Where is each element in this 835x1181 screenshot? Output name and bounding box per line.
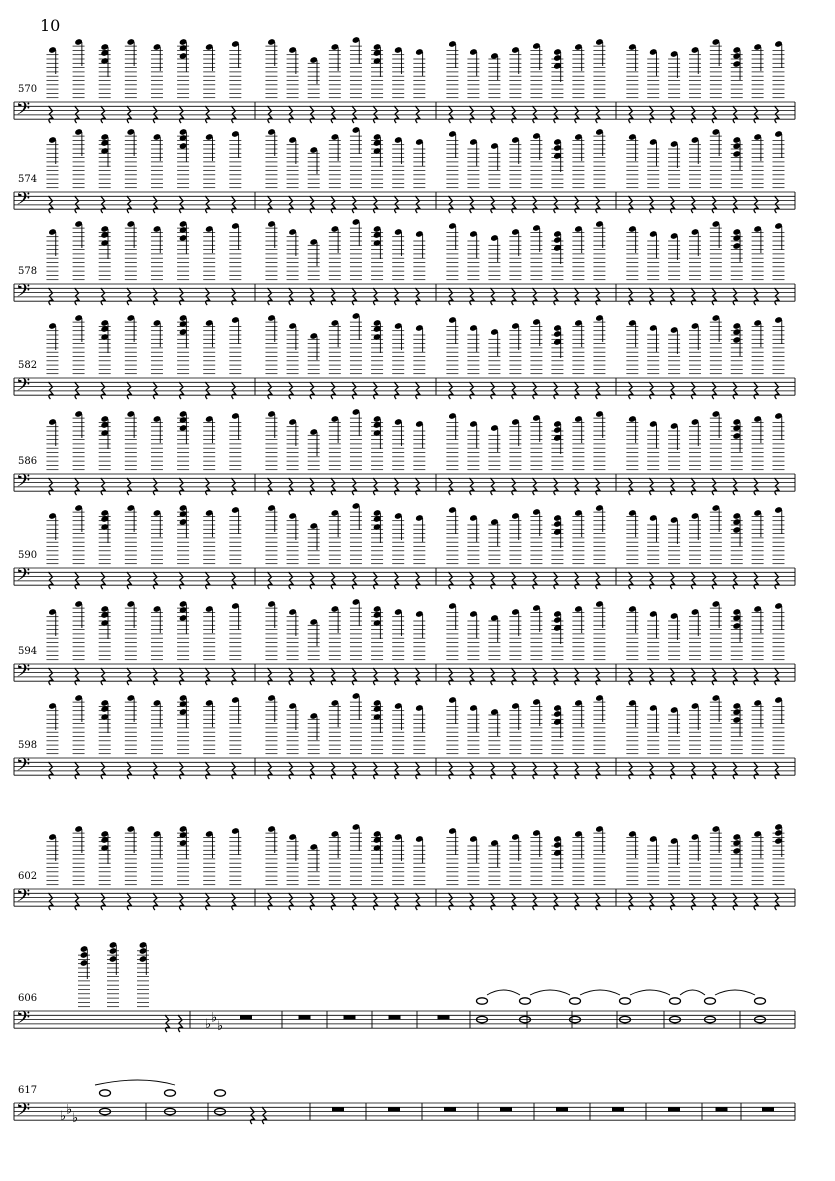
measure-rest xyxy=(716,1107,728,1111)
staff-system xyxy=(14,502,795,590)
page-number: 10 xyxy=(40,16,61,35)
whole-note xyxy=(705,998,716,1004)
flat-sign: ♭ xyxy=(205,1016,212,1032)
bass-clef: 𝄢 xyxy=(16,886,31,912)
whole-note xyxy=(477,998,488,1004)
measure-number: 570 xyxy=(18,84,38,95)
staff-system xyxy=(14,598,795,686)
measure-number: 586 xyxy=(18,456,38,467)
whole-note xyxy=(670,998,681,1004)
whole-note xyxy=(100,1090,111,1096)
measure-number: 602 xyxy=(18,871,38,882)
measure-rest xyxy=(332,1107,344,1111)
tie xyxy=(580,990,620,995)
staff-system xyxy=(14,823,795,911)
measure-rest xyxy=(344,1015,356,1019)
staff-system xyxy=(14,218,795,306)
measure-rest xyxy=(388,1107,400,1111)
tie xyxy=(487,990,520,995)
whole-note xyxy=(620,998,631,1004)
bass-clef: 𝄢 xyxy=(16,1100,31,1126)
measure-number: 590 xyxy=(18,550,38,561)
tie xyxy=(715,990,755,995)
measure-number: 594 xyxy=(18,646,38,657)
measure-number: 606 xyxy=(18,993,38,1004)
measure-number: 578 xyxy=(18,266,38,277)
measure-rest xyxy=(389,1015,401,1019)
measure-rest xyxy=(668,1107,680,1111)
flat-sign: ♭ xyxy=(211,1010,218,1026)
measure-number: 574 xyxy=(18,174,38,185)
measure-rest xyxy=(240,1015,252,1019)
tie xyxy=(530,990,570,995)
measure-rest xyxy=(438,1015,450,1019)
flat-sign: ♭ xyxy=(66,1102,73,1118)
measure-number: 582 xyxy=(18,360,38,371)
bass-clef: 𝄢 xyxy=(16,99,31,125)
bass-clef: 𝄢 xyxy=(16,375,31,401)
bass-clef: 𝄢 xyxy=(16,755,31,781)
staff-system xyxy=(14,312,795,400)
measure-rest xyxy=(612,1107,624,1111)
tie xyxy=(680,990,705,995)
whole-note xyxy=(570,998,581,1004)
whole-note xyxy=(520,998,531,1004)
bass-clef: 𝄢 xyxy=(16,471,31,497)
bass-clef: 𝄢 xyxy=(16,281,31,307)
bass-clef: 𝄢 xyxy=(16,565,31,591)
flat-sign: ♭ xyxy=(60,1108,67,1124)
measure-rest xyxy=(762,1107,774,1111)
measure-number: 598 xyxy=(18,740,38,751)
staff-system xyxy=(14,408,795,496)
staff-system xyxy=(14,36,795,124)
staff-system xyxy=(14,692,795,780)
measure-rest xyxy=(444,1107,456,1111)
measure-rest xyxy=(500,1107,512,1111)
tie xyxy=(95,1080,175,1085)
measure-rest xyxy=(299,1015,311,1019)
whole-note xyxy=(755,998,766,1004)
tie xyxy=(630,990,670,995)
staff-system xyxy=(14,1080,795,1126)
measure-rest xyxy=(556,1107,568,1111)
bass-clef: 𝄢 xyxy=(16,1008,31,1034)
measure-number: 617 xyxy=(18,1085,38,1096)
bass-clef: 𝄢 xyxy=(16,661,31,687)
whole-note xyxy=(215,1090,226,1096)
flat-sign: ♭ xyxy=(72,1111,79,1127)
bass-clef: 𝄢 xyxy=(16,189,31,215)
flat-sign: ♭ xyxy=(217,1019,224,1035)
staff-system xyxy=(14,941,795,1034)
staff-system xyxy=(14,126,795,214)
whole-note xyxy=(165,1090,176,1096)
